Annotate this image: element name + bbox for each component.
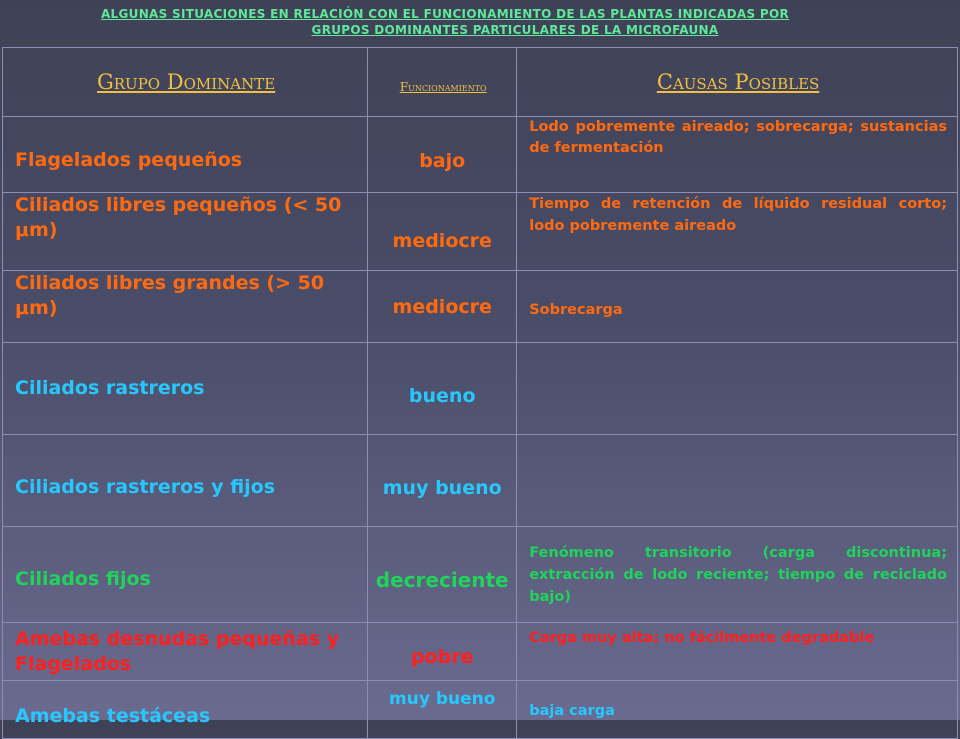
table-row — [3, 681, 958, 739]
funcionamiento-cell: decreciente — [368, 527, 517, 623]
header-funcionamiento: Funcionamiento — [368, 48, 517, 117]
page-title — [0, 6, 960, 38]
funcionamiento-cell: mediocre — [368, 271, 517, 343]
title-line-1: ALGUNAS SITUACIONES EN RELACIÓN CON EL FUNCIONAMIENTO DE LAS PLANTAS INDICADAS POR — [100, 7, 790, 21]
grupo-cell: Ciliados libres pequeños (< 50 μm) — [3, 193, 368, 271]
table-row — [3, 271, 958, 343]
grupo-cell: Ciliados rastreros y fijos — [3, 435, 368, 527]
causas-cell: Sobrecarga — [517, 271, 958, 343]
table-row — [3, 343, 958, 435]
grupo-cell: Ciliados fijos — [3, 527, 368, 623]
grupo-cell: Amebas testáceas — [3, 681, 368, 739]
funcionamiento-cell: bueno — [368, 343, 517, 435]
microfauna-table — [2, 47, 958, 739]
header-row — [3, 48, 958, 117]
grupo-cell: Ciliados rastreros — [3, 343, 368, 435]
table-row — [3, 193, 958, 271]
table-row — [3, 117, 958, 193]
causas-cell — [517, 435, 958, 527]
causas-cell: Tiempo de retención de líquido residual corto; lodo pobremente aireado — [517, 193, 958, 271]
grupo-cell: Ciliados libres grandes (> 50 μm) — [3, 271, 368, 343]
causas-cell: Carga muy alta; no fácilmente degradable — [517, 623, 958, 681]
causas-cell: baja carga — [517, 681, 958, 739]
table-row — [3, 623, 958, 681]
funcionamiento-cell: muy bueno — [368, 681, 517, 739]
header-causas: Causas Posibles — [517, 48, 958, 117]
title-line-2: GRUPOS DOMINANTES PARTICULARES DE LA MICROFAUNA — [311, 23, 719, 37]
causas-cell: Lodo pobremente aireado; sobrecarga; sustancias de fermentación — [517, 117, 958, 193]
grupo-cell: Flagelados pequeños — [3, 117, 368, 193]
funcionamiento-cell: mediocre — [368, 193, 517, 271]
causas-cell — [517, 343, 958, 435]
grupo-cell: Amebas desnudas pequeñas y Flagelados — [3, 623, 368, 681]
funcionamiento-cell: bajo — [368, 117, 517, 193]
table-row — [3, 527, 958, 623]
causas-cell: Fenómeno transitorio (carga discontinua; extracción de lodo reciente; tiempo de reciclado bajo) — [517, 527, 958, 623]
funcionamiento-cell: muy bueno — [368, 435, 517, 527]
table-row — [3, 435, 958, 527]
header-grupo: Grupo Dominante — [3, 48, 368, 117]
funcionamiento-cell: pobre — [368, 623, 517, 681]
